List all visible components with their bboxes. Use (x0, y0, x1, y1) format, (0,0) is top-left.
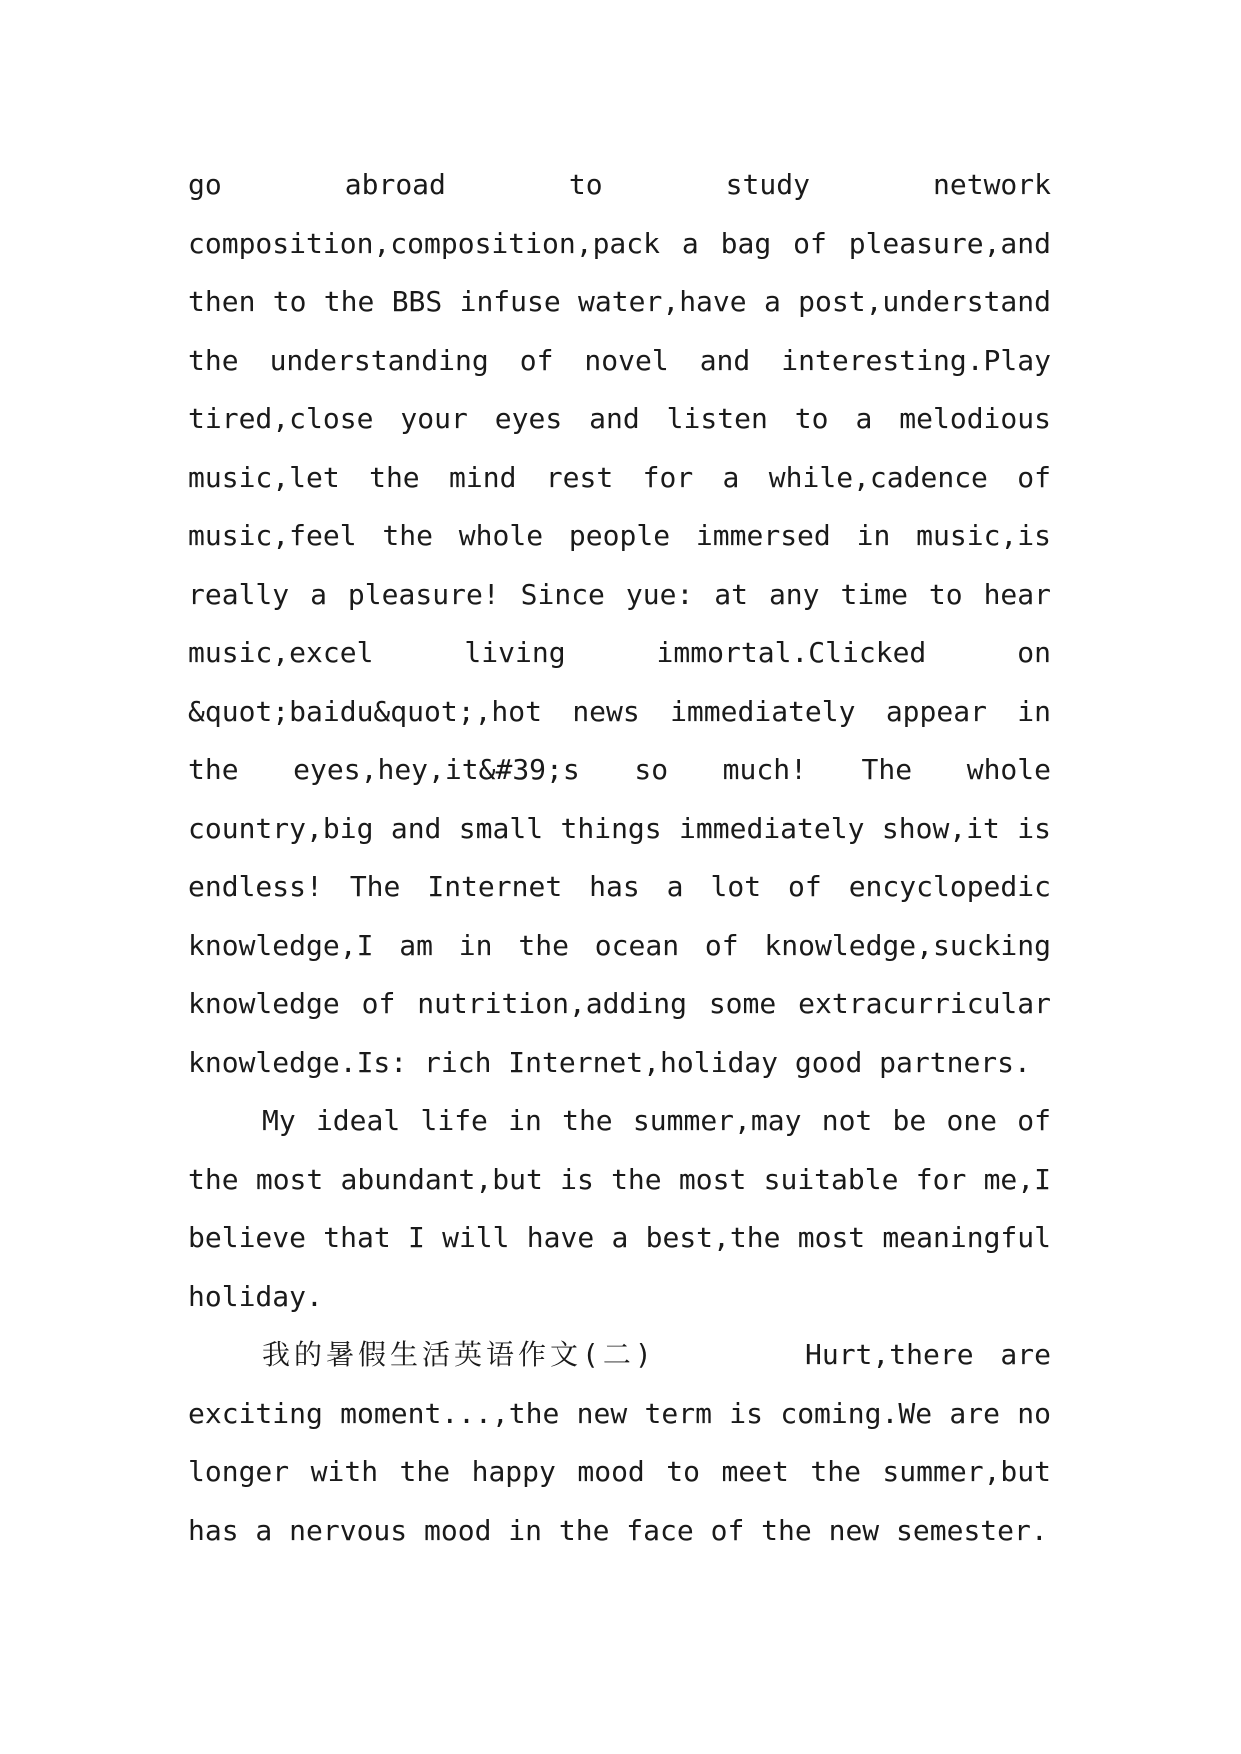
text-line: the eyes,hey,it&#39;s so much! The whole (188, 753, 1051, 786)
text-line: believe that I will have a best,the most meaningful (188, 1221, 1051, 1254)
text-line: music,let the mind rest for a while,cadence of (188, 460, 1051, 494)
paragraph-1 (188, 156, 1051, 1092)
text-line: longer with the happy mood to meet the summer,but (188, 1455, 1051, 1488)
text-fragment: Hurt,there are (804, 1338, 1051, 1371)
text-line: exciting moment...,the new term is coming.We are no (188, 1396, 1051, 1430)
text-line: really a pleasure! Since yue: at any time to hear (188, 577, 1051, 611)
text-line: knowledge.Is: rich Internet,holiday good partners. (188, 1045, 1031, 1079)
text-line: &quot;baidu&quot;,hot news immediately appear in (188, 694, 1051, 728)
text-line: knowledge of nutrition,adding some extracurricular (188, 987, 1051, 1020)
text-line: endless! The Internet has a lot of encyclopedic (188, 870, 1051, 903)
text-line-with-heading (188, 1326, 1051, 1385)
text-line: composition,composition,pack a bag of pleasure,and (188, 226, 1051, 260)
text-line: My ideal life in the summer,may not be one of (262, 1104, 1051, 1137)
paragraph-2 (188, 1092, 1051, 1326)
text-line: country,big and small things immediately show,it is (188, 811, 1051, 845)
text-line: tired,close your eyes and listen to a melodious (188, 402, 1051, 435)
text-line: the most abundant,but is the most suitable for me,I (188, 1162, 1051, 1196)
document-body (188, 156, 1051, 1560)
text-line: music,feel the whole people immersed in music,is (188, 519, 1051, 552)
text-line: holiday. (188, 1279, 323, 1313)
text-line: the understanding of novel and interesting.Play (188, 343, 1051, 377)
text-line: go abroad to study network (188, 168, 1051, 201)
section-heading: 我的暑假生活英语作文(二) (262, 1338, 656, 1371)
paragraph-3 (188, 1326, 1051, 1560)
text-line: has a nervous mood in the face of the new semester. (188, 1513, 1048, 1547)
text-line: knowledge,I am in the ocean of knowledge,sucking (188, 928, 1051, 962)
text-line: then to the BBS infuse water,have a post,understand (188, 285, 1051, 318)
text-line: music,excel living immortal.Clicked on (188, 636, 1051, 669)
